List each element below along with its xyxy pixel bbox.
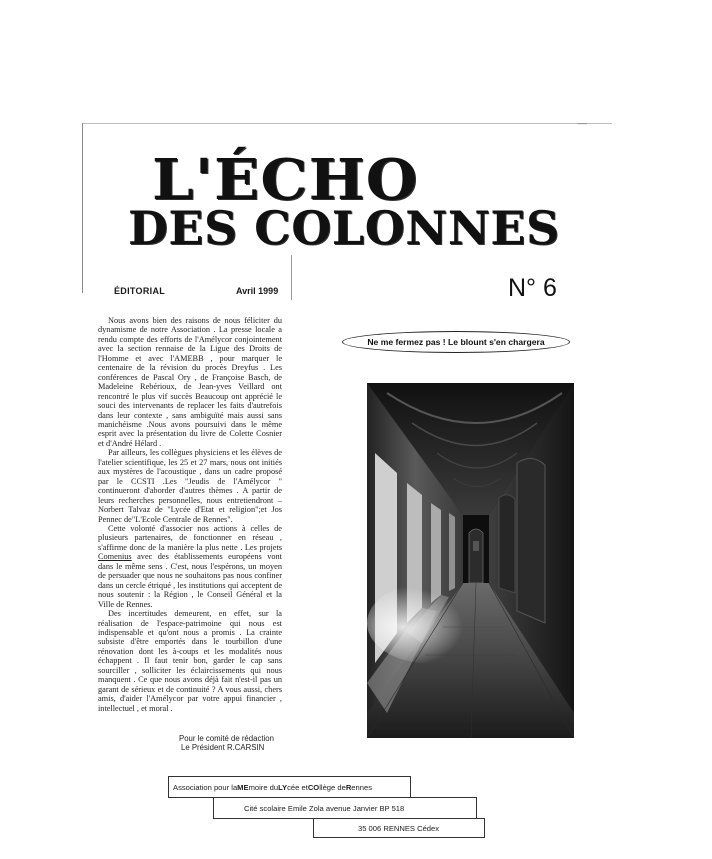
issue-date: Avril 1999 [236, 286, 279, 296]
editorial-paragraph-3-a: Cette volonté d'associer nos actions à celles de plusieurs partenaires, de fonctionner en réseau , s'affirme donc de la manière la plus nette . Les projets [98, 523, 282, 552]
address-line-1-ly: LY [278, 782, 288, 792]
signature-block [179, 734, 274, 752]
editorial-paragraph-3-b: avec des établissements européens vont dans le même sens . C'est, nous l'espérons, un moyen de persuader que nous ne souhaitons pas nous confiner dans un cercle étriqué , les institutions qui acceptent de nous soutenir : la Région , le Conseil Général et la Ville de Rennes. [98, 552, 282, 609]
address-line-1-end: ennes [351, 782, 372, 792]
address-line-1-mid1: moire du [248, 782, 279, 792]
address-line-1-pre: Association pour la [173, 782, 238, 792]
corridor-photo [367, 383, 574, 738]
corridor-photo-icon [367, 383, 574, 738]
address-line-1 [168, 776, 411, 798]
comenius-underlined: Comenius [98, 552, 132, 562]
editorial-paragraph-1: Nous avons bien des raisons de nous féliciter du dynamisme de notre Association . La presse locale a rendu compte des efforts de l'Amélycor conjointement avec la section rennaise de la Ligue des Droits de l'Homme et avec l'AMEBB , pour marquer le centenaire de la révision du procès Dreyfus . Les conférences de Pascal Ory , de Françoise Basch, de Madeleine Rebérioux, de Jean-yves Veillard ont rencontré le plus vif succès Beaucoup ont apprécié le souci des intervenants de replacer les faits d'autrefois dans leur contexte , sans ambiguïté mais aussi sans manichéisme .Nous avons poursuivi dans le même esprit avec la présentation du livre de Colette Cosnier et d'André Hélard . [98, 316, 282, 448]
address-line-1-r: R [345, 782, 352, 792]
address-line-1-co: CO [307, 782, 320, 792]
masthead-title-line2: DES COLONNES [128, 201, 560, 255]
editorial-paragraph-2: Par ailleurs, les collègues physiciens et les élèves de l'atelier scientifique, les 25 et 27 mars, nous ont initiés aux mystères de l'acoustique , dans un cadre proposé par le CCSTI .Les "Jeudis de l'Amélycor " continueront d'aborder d'autres thèmes . A partir de leurs recherches personnelles, nous entretiendront – Norbert Talvaz de "Lycée d'Etat et religion";et Jos Pennec de"L'Ecole Centrale de Rennes". [98, 448, 282, 524]
editorial-label: ÉDITORIAL [114, 286, 166, 296]
masthead-title-line1: L'ÉCHO [152, 147, 419, 213]
address-line-3: 35 006 RENNES Cédex [313, 818, 485, 838]
column-divider [291, 255, 292, 300]
address-line-1-mid3: llège de [319, 782, 346, 792]
issue-number: N° 6 [508, 274, 557, 302]
left-rule [82, 123, 83, 293]
signature-line-2: Le Président R.CARSIN [181, 743, 265, 752]
address-line-1-mid2: cée et [287, 782, 308, 792]
editorial-paragraph-4: Des incertitudes demeurent, en effet, sur la réalisation de l'espace-patrimoine qui nous est indispensable et qu'ont nous a promis . La crainte subsiste d'être emportés dans le tourbillon d'une rénovation dont les à-coups et les modalités nous échappent . Il faut tenir bon, garder le cap sans sourciller , solliciter les éclaircissements qui nous manquent . Ce que nous avons déjà fait n'est-il pas un garant de sérieux et de continuité ? A vous aussi, chers amis, d'aider l'Amélycor par votre appui financier , intellectuel , et moral . [98, 609, 282, 713]
top-rule [82, 123, 612, 124]
editorial-body [98, 316, 282, 713]
editorial-paragraph-3 [98, 524, 282, 609]
address-line-1-me: ME [237, 782, 249, 792]
address-line-2: Cité scolaire Emile Zola avenue Janvier BP 518 [213, 797, 477, 819]
tagline-oval: Ne me fermez pas ! Le blount s'en chargera [342, 331, 570, 353]
signature-line-1: Pour le comité de rédaction [179, 734, 274, 743]
tick-mark: — [578, 118, 587, 128]
